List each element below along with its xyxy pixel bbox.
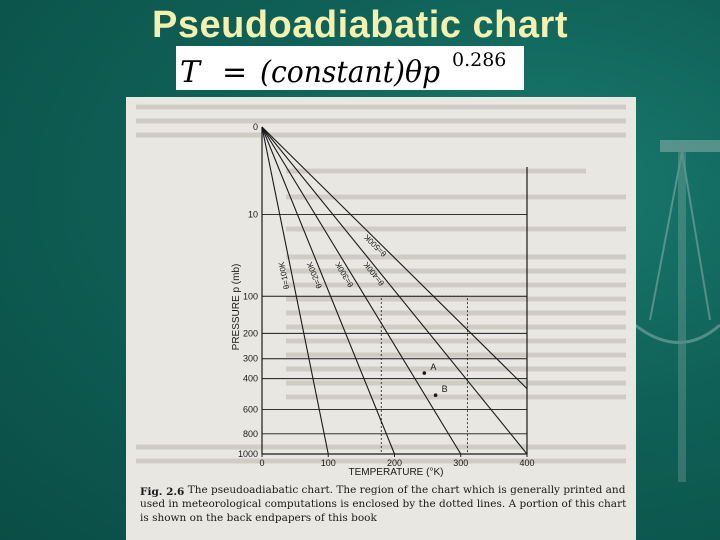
scale-chain-right [682,152,710,320]
adiabat-label-500: θ=500K [362,232,389,259]
x-tick-200: 200 [386,458,403,468]
x-axis-label: TEMPERATURE (°K) [348,467,444,478]
formula-equals: = [222,55,248,90]
y-tick-0: 0 [252,122,258,132]
adiabat-label-100: θ=100K [276,260,292,290]
formula-lhs: T [180,55,201,90]
adiabat-300 [262,127,461,454]
x-tick-400: 400 [519,458,535,468]
dotted-region [381,296,467,454]
adiabat-label-400: θ=400K [361,260,387,288]
x-tick-300: 300 [453,458,469,468]
y-tick-100: 100 [242,291,258,302]
y-tick-1000: 1000 [237,449,258,459]
y-tick-200: 200 [242,328,258,339]
formula [176,46,524,90]
y-tick-400: 400 [242,373,258,384]
x-tick-100: 100 [320,458,336,468]
adiabat-400 [262,127,527,454]
caption-wrapper [140,483,632,535]
x-tick-0: 0 [259,458,265,468]
scanned-figure [126,97,636,540]
caption-label: Fig. 2.6 [140,486,185,498]
adiabat-100 [262,127,328,454]
scale-post [678,152,686,482]
scale-chain-left [650,152,682,320]
pseudoadiabatic-chart [238,122,535,468]
adiabat-label-200: θ=200K [305,260,324,290]
slide-title: Pseudoadiabatic chart [152,4,568,46]
figure-caption: The pseudoadiabatic chart. The region of the chart which is generally printed and used in meteorological computations is enclosed by the dotted lines. A portion of this chart is shown on the back endpapers of this book [140,484,627,524]
y-tick-800: 800 [242,428,258,439]
scale-beam [660,140,720,152]
scale-pan [635,325,720,343]
point-a-label: A [430,362,437,373]
y-axis-label: PRESSURE p (mb) [231,263,242,351]
y-tick-600: 600 [242,404,258,415]
point-a-marker [423,371,427,375]
adiabat-label-300: θ=300K [333,260,356,289]
y-tick-300: 300 [242,353,258,364]
y-tick-10: 10 [247,209,258,220]
formula-exponent: 0.286 [452,49,507,71]
point-b-marker [434,393,438,397]
point-b-label: B [441,384,448,395]
formula-rhs: (constant)θp [260,55,440,90]
